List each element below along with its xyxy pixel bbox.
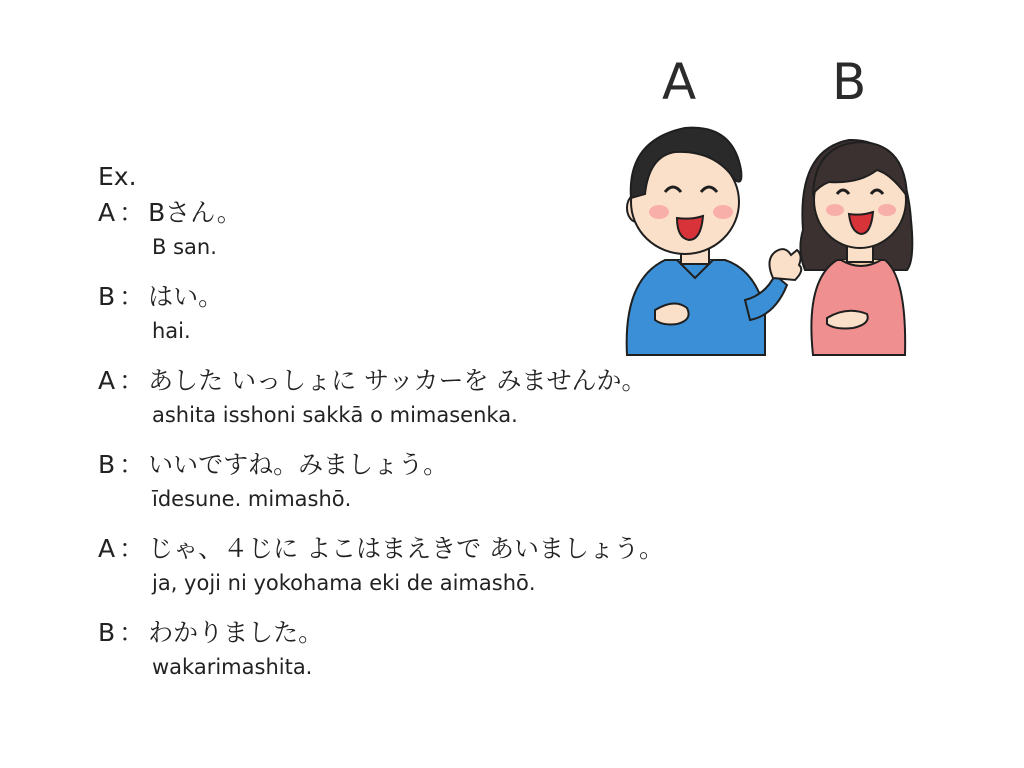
line-speaker: A — [98, 366, 116, 395]
dialogue-line — [98, 194, 698, 262]
romaji-text: īdesune. mimashō. — [152, 487, 352, 511]
line-colon: ： — [119, 366, 145, 395]
dialogue-line — [98, 278, 698, 346]
line-speaker: B — [98, 450, 116, 479]
speaker-b-label: B — [832, 53, 867, 111]
dialogue-line — [98, 614, 698, 682]
japanese-line — [98, 194, 698, 232]
line-speaker: A — [98, 534, 116, 563]
line-colon: ： — [119, 534, 145, 563]
romaji-text: B san. — [152, 235, 217, 259]
dialogue-example — [98, 160, 698, 698]
japanese-text: じゃ、４じに よこはまえきで あいましょう。 — [148, 534, 665, 563]
romaji-text: ashita isshoni sakkā o mimasenka. — [152, 403, 518, 427]
japanese-text: わかりました。 — [148, 618, 324, 647]
speaker-a-label: A — [662, 53, 697, 111]
line-speaker: B — [98, 282, 116, 311]
line-speaker: B — [98, 618, 116, 647]
japanese-line — [98, 446, 698, 484]
dialogue-line — [98, 446, 698, 514]
line-colon: ： — [119, 450, 145, 479]
line-colon: ： — [119, 198, 145, 227]
woman-figure — [800, 140, 912, 355]
japanese-line — [98, 614, 698, 652]
line-colon: ： — [119, 282, 145, 311]
line-speaker: A — [98, 198, 116, 227]
japanese-line — [98, 278, 698, 316]
japanese-text: Bさん。 — [148, 198, 242, 227]
romaji-text: hai. — [152, 319, 191, 343]
japanese-text: いいですね。みましょう。 — [148, 450, 449, 479]
japanese-line — [98, 362, 698, 400]
romaji-text: ja, yoji ni yokohama eki de aimashō. — [152, 571, 536, 595]
japanese-text: あした いっしょに サッカーを みませんか。 — [148, 366, 647, 395]
dialogue-line — [98, 362, 698, 430]
dialogue-line — [98, 530, 698, 598]
line-colon: ： — [119, 618, 145, 647]
japanese-line — [98, 530, 698, 568]
japanese-text: はい。 — [148, 282, 224, 311]
example-label: Ex. — [98, 162, 137, 191]
romaji-text: wakarimashita. — [152, 655, 313, 679]
